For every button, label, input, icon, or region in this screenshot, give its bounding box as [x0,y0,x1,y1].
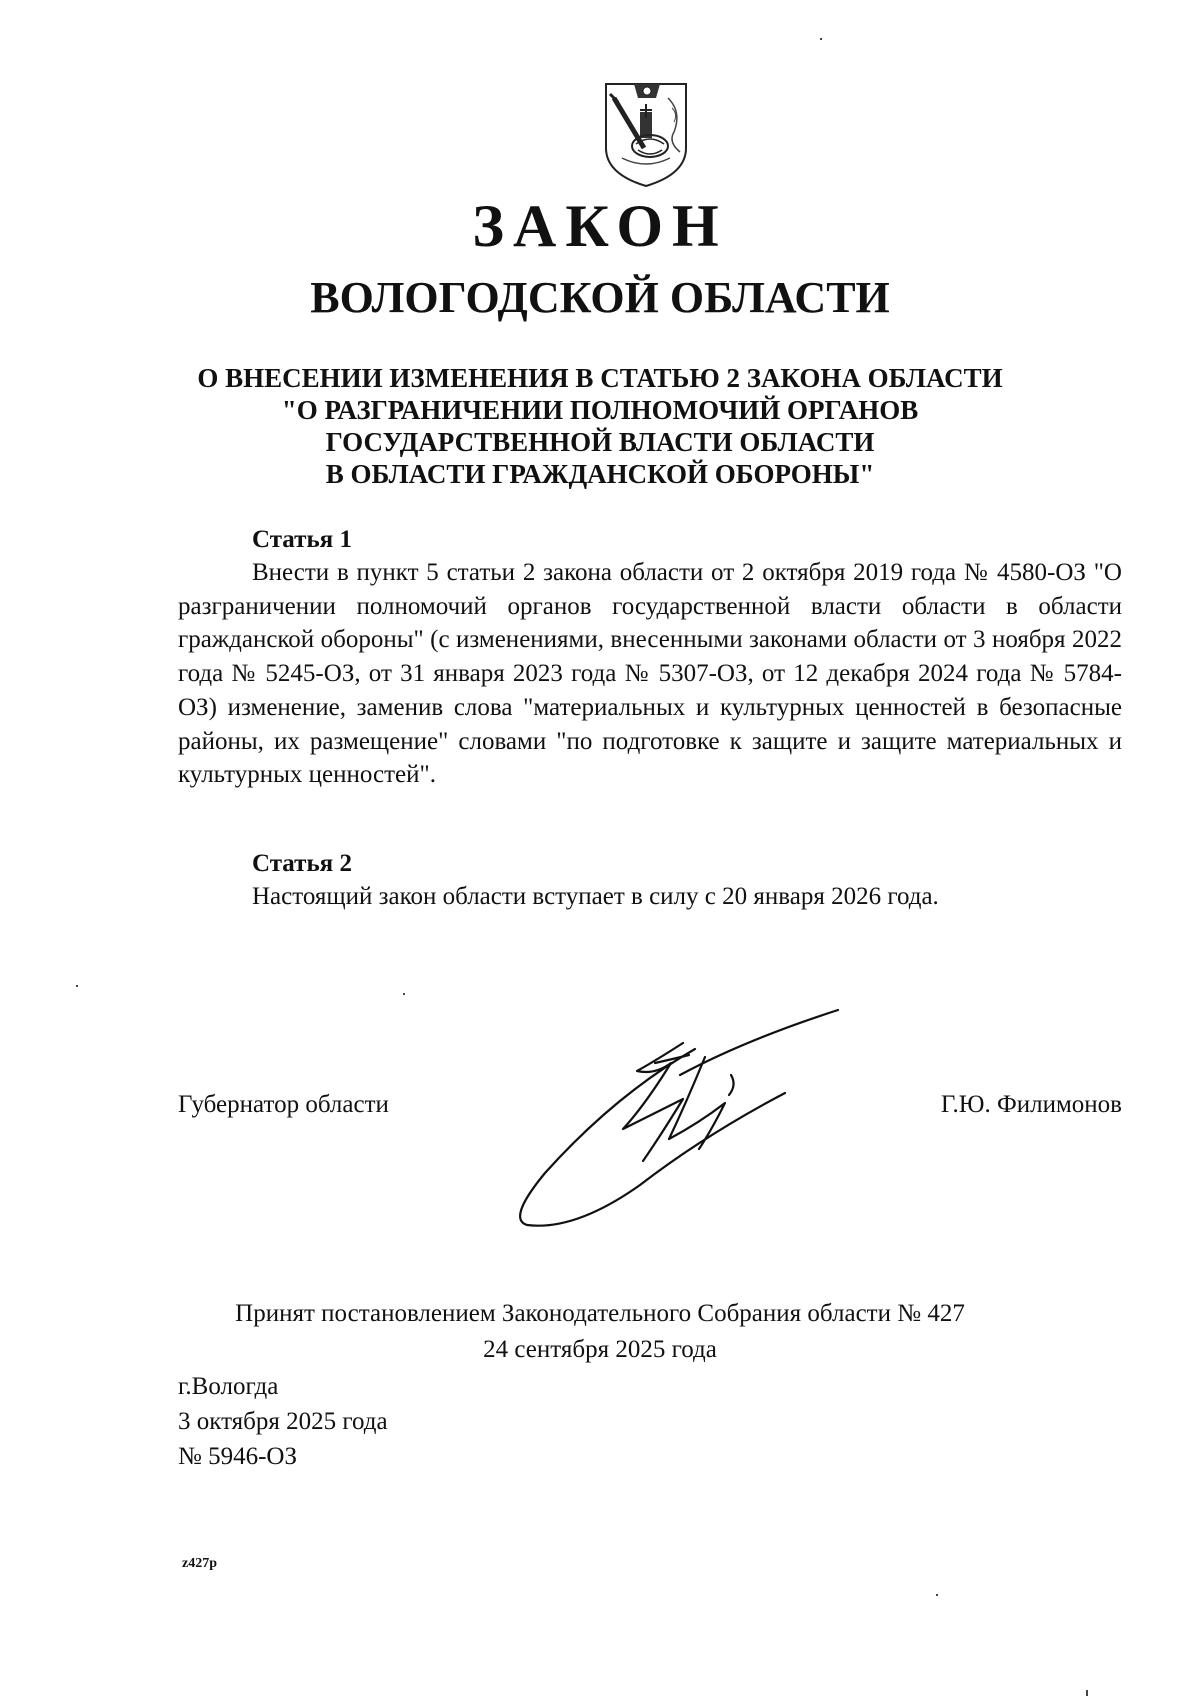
document-title: ЗАКОН [472,193,728,259]
scan-speck [403,993,405,995]
coat-of-arms-icon [600,78,692,190]
adoption-line: Принят постановлением Законодательного Собрания области № 427 [235,1300,965,1327]
adoption-note [0,1296,1200,1368]
signatory-position: Губернатор области [178,1091,389,1118]
subject-line: О ВНЕСЕНИИ ИЗМЕНЕНИЯ В СТАТЬЮ 2 ЗАКОНА ОБЛАСТИ [197,363,1003,393]
law-number: № 5946-ОЗ [178,1443,298,1470]
scan-speck [820,38,822,40]
document-code: z427p [182,1556,217,1571]
scan-speck [76,985,78,987]
region-title: ВОЛОГОДСКОЙ ОБЛАСТИ [310,273,890,322]
law-subject [150,362,1050,490]
article-2-heading: Статья 2 [252,850,352,877]
scan-speck [936,1594,938,1596]
city: г.Вологда [178,1373,279,1400]
article-1-heading: Статья 1 [252,526,352,553]
article-2-text: Настоящий закон области вступает в силу с 20 января 2026 года. [252,883,939,910]
place-date-number [178,1369,388,1474]
subject-line: "О РАЗГРАНИЧЕНИИ ПОЛНОМОЧИЙ ОРГАНОВ [281,395,919,425]
article-1-text: Внести в пункт 5 статьи 2 закона области от 2 октября 2019 года № 4580-ОЗ "О разграничении полномочий органов государственной власти области в области гражданской обороны" (с изменениями, внесенными законами области от 3 ноября 2022 года № 5245-ОЗ, от 31 января 2023 года № 5307-ОЗ, от 12 декабря 2024 года № 5784-ОЗ) изменение, заменив слова "материальных и культурных ценностей в безопасные районы, их размещение" словами "по подготовке к защите и защите материальных и культурных ценностей". [178,559,1122,789]
subject-line: В ОБЛАСТИ ГРАЖДАНСКОЙ ОБОРОНЫ" [325,459,875,489]
signing-date: 3 октября 2025 года [178,1408,388,1435]
adoption-date: 24 сентября 2025 года [483,1336,717,1363]
subject-line: ГОСУДАРСТВЕННОЙ ВЛАСТИ ОБЛАСТИ [325,427,875,457]
handwritten-signature-icon [505,1005,845,1230]
signatory-name: Г.Ю. Филимонов [940,1091,1122,1118]
scan-speck [1086,1690,1088,1696]
